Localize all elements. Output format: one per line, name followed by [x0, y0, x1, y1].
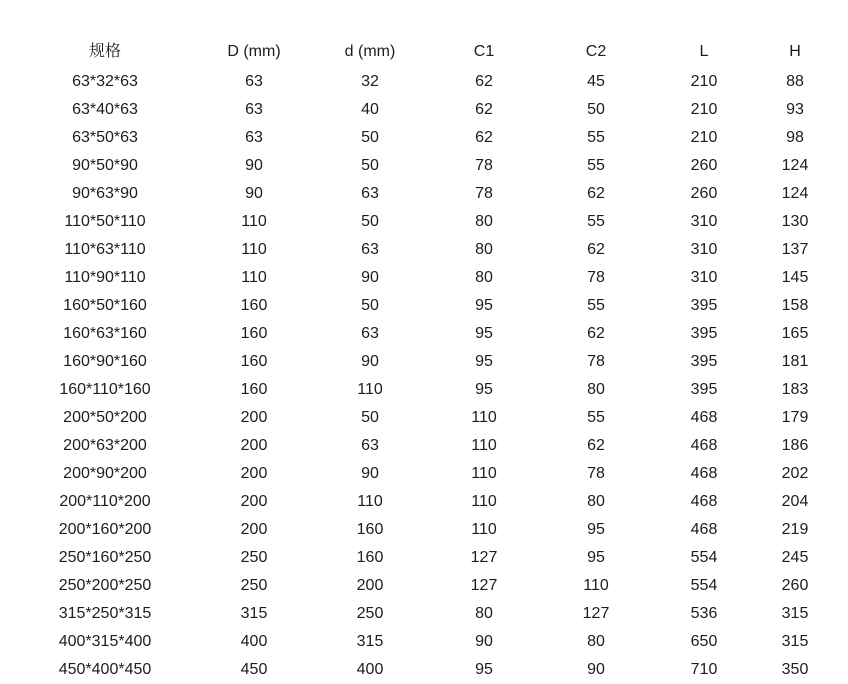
cell-d-lower: 90 — [361, 353, 379, 370]
table-row — [14, 404, 834, 432]
cell-h: 98 — [786, 129, 804, 146]
column-header-h: H — [789, 43, 801, 60]
cell-d-upper: 110 — [241, 269, 267, 286]
cell-d-upper: 450 — [240, 661, 268, 678]
cell-c1: 62 — [475, 101, 493, 118]
table-row — [14, 432, 834, 460]
cell-spec: 315*250*315 — [58, 605, 152, 622]
cell-l: 395 — [690, 381, 718, 398]
cell-c2: 55 — [587, 297, 605, 314]
cell-d-upper: 200 — [240, 493, 268, 510]
cell-d-upper: 200 — [240, 521, 268, 538]
cell-c1: 80 — [475, 605, 493, 622]
cell-d-upper: 63 — [245, 101, 263, 118]
cell-c1: 95 — [475, 353, 493, 370]
cell-l: 310 — [690, 241, 718, 258]
cell-h: 315 — [781, 633, 809, 650]
cell-spec: 63*40*63 — [72, 101, 138, 118]
cell-h: 179 — [781, 409, 809, 426]
cell-d-lower: 90 — [361, 465, 379, 482]
cell-spec: 63*50*63 — [72, 129, 138, 146]
cell-c2: 80 — [587, 381, 605, 398]
table-row — [14, 152, 834, 180]
cell-c2: 45 — [587, 73, 605, 90]
cell-d-lower: 40 — [361, 101, 379, 118]
cell-l: 468 — [690, 465, 718, 482]
cell-spec: 110*90*110 — [64, 269, 146, 286]
cell-h: 186 — [781, 437, 809, 454]
cell-c2: 80 — [587, 633, 605, 650]
cell-d-upper: 160 — [240, 325, 268, 342]
table-row — [14, 208, 834, 236]
cell-h: 93 — [786, 101, 804, 118]
cell-spec: 90*63*90 — [72, 185, 138, 202]
cell-h: 165 — [781, 325, 809, 342]
cell-c1: 78 — [475, 185, 493, 202]
cell-h: 202 — [781, 465, 809, 482]
column-header-c1: C1 — [473, 43, 495, 60]
cell-c1: 95 — [475, 661, 493, 678]
cell-h: 260 — [781, 577, 809, 594]
table-row — [14, 516, 834, 544]
cell-d-lower: 50 — [361, 129, 379, 146]
cell-d-lower: 110 — [357, 381, 383, 398]
cell-spec: 110*50*110 — [64, 213, 146, 230]
cell-c2: 55 — [587, 129, 605, 146]
table-row — [14, 544, 834, 572]
cell-d-upper: 160 — [240, 353, 268, 370]
cell-d-lower: 63 — [361, 437, 379, 454]
table-row — [14, 236, 834, 264]
cell-c2: 62 — [587, 325, 605, 342]
cell-d-upper: 90 — [245, 185, 263, 202]
cell-h: 158 — [781, 297, 809, 314]
table-row — [14, 320, 834, 348]
cell-d-lower: 250 — [356, 605, 384, 622]
cell-l: 468 — [690, 493, 718, 510]
cell-l: 468 — [690, 437, 718, 454]
cell-l: 395 — [690, 297, 718, 314]
cell-d-lower: 90 — [361, 269, 379, 286]
cell-spec: 160*50*160 — [63, 297, 147, 314]
cell-spec: 90*50*90 — [72, 157, 138, 174]
cell-c1: 110 — [471, 409, 497, 426]
cell-spec: 250*200*250 — [58, 577, 152, 594]
cell-c1: 95 — [475, 297, 493, 314]
cell-d-lower: 160 — [356, 521, 384, 538]
cell-l: 210 — [690, 129, 718, 146]
cell-spec: 110*63*110 — [64, 241, 146, 258]
cell-d-lower: 400 — [356, 661, 384, 678]
cell-c2: 62 — [587, 185, 605, 202]
specification-table — [14, 38, 834, 684]
cell-c1: 62 — [475, 129, 493, 146]
cell-spec: 160*63*160 — [63, 325, 147, 342]
cell-c2: 78 — [587, 465, 605, 482]
cell-c2: 55 — [587, 157, 605, 174]
cell-d-upper: 110 — [241, 213, 267, 230]
cell-d-upper: 250 — [240, 549, 268, 566]
cell-l: 650 — [690, 633, 718, 650]
cell-d-upper: 63 — [245, 129, 263, 146]
cell-c1: 80 — [475, 269, 493, 286]
table-header-row — [14, 38, 834, 68]
cell-h: 350 — [781, 661, 809, 678]
cell-h: 130 — [781, 213, 809, 230]
cell-l: 554 — [690, 577, 718, 594]
cell-c1: 110 — [471, 493, 497, 510]
cell-spec: 160*90*160 — [63, 353, 147, 370]
cell-c2: 90 — [587, 661, 605, 678]
cell-spec: 450*400*450 — [58, 661, 152, 678]
cell-d-lower: 110 — [357, 493, 383, 510]
cell-l: 210 — [690, 73, 718, 90]
column-header-c2: C2 — [585, 43, 607, 60]
cell-h: 245 — [781, 549, 809, 566]
cell-d-lower: 50 — [361, 297, 379, 314]
cell-spec: 250*160*250 — [58, 549, 152, 566]
cell-d-upper: 200 — [240, 465, 268, 482]
cell-c2: 110 — [583, 577, 609, 594]
table-row — [14, 656, 834, 684]
cell-d-lower: 63 — [361, 185, 379, 202]
cell-c1: 110 — [471, 465, 497, 482]
cell-spec: 200*160*200 — [58, 521, 152, 538]
cell-l: 395 — [690, 325, 718, 342]
cell-spec: 400*315*400 — [58, 633, 152, 650]
cell-c1: 80 — [475, 213, 493, 230]
cell-d-lower: 63 — [361, 241, 379, 258]
cell-l: 710 — [690, 661, 718, 678]
cell-c1: 78 — [475, 157, 493, 174]
cell-d-lower: 50 — [361, 213, 379, 230]
cell-h: 315 — [781, 605, 809, 622]
cell-c2: 80 — [587, 493, 605, 510]
cell-d-lower: 32 — [361, 73, 379, 90]
table-row — [14, 292, 834, 320]
cell-h: 88 — [786, 73, 804, 90]
cell-c2: 78 — [587, 353, 605, 370]
cell-c2: 95 — [587, 549, 605, 566]
cell-l: 468 — [690, 521, 718, 538]
cell-l: 554 — [690, 549, 718, 566]
cell-spec: 160*110*160 — [59, 381, 151, 398]
table-row — [14, 628, 834, 656]
cell-d-upper: 160 — [240, 297, 268, 314]
cell-h: 124 — [781, 157, 809, 174]
cell-h: 145 — [781, 269, 809, 286]
cell-l: 260 — [690, 157, 718, 174]
cell-h: 137 — [781, 241, 809, 258]
cell-spec: 200*63*200 — [63, 437, 147, 454]
cell-d-lower: 50 — [361, 157, 379, 174]
cell-c2: 78 — [587, 269, 605, 286]
table-row — [14, 460, 834, 488]
column-header-d-upper: D (mm) — [227, 43, 281, 60]
cell-spec: 200*110*200 — [59, 493, 151, 510]
table-row — [14, 376, 834, 404]
cell-c1: 95 — [475, 381, 493, 398]
cell-spec: 63*32*63 — [72, 73, 138, 90]
cell-c2: 127 — [582, 605, 610, 622]
cell-d-lower: 200 — [356, 577, 384, 594]
table-row — [14, 96, 834, 124]
cell-l: 468 — [690, 409, 718, 426]
table-row — [14, 68, 834, 96]
cell-h: 124 — [781, 185, 809, 202]
cell-h: 181 — [781, 353, 809, 370]
cell-spec: 200*90*200 — [63, 465, 147, 482]
table-body — [14, 68, 834, 684]
table-row — [14, 264, 834, 292]
column-header-spec: 规格 — [88, 43, 121, 60]
cell-l: 260 — [690, 185, 718, 202]
column-header-d-lower: d (mm) — [344, 43, 396, 60]
cell-l: 310 — [690, 213, 718, 230]
column-header-l: L — [699, 43, 709, 60]
cell-c1: 90 — [475, 633, 493, 650]
cell-l: 395 — [690, 353, 718, 370]
cell-d-lower: 50 — [361, 409, 379, 426]
cell-h: 204 — [781, 493, 809, 510]
cell-c1: 80 — [475, 241, 493, 258]
cell-c2: 62 — [587, 241, 605, 258]
cell-c2: 50 — [587, 101, 605, 118]
cell-d-upper: 250 — [240, 577, 268, 594]
cell-d-upper: 400 — [240, 633, 268, 650]
cell-d-upper: 200 — [240, 409, 268, 426]
cell-c1: 110 — [471, 521, 497, 538]
table-row — [14, 572, 834, 600]
cell-h: 183 — [781, 381, 809, 398]
cell-l: 536 — [690, 605, 718, 622]
table-row — [14, 124, 834, 152]
table-row — [14, 348, 834, 376]
table-row — [14, 180, 834, 208]
cell-d-upper: 90 — [245, 157, 263, 174]
cell-d-lower: 160 — [356, 549, 384, 566]
cell-d-upper: 160 — [240, 381, 268, 398]
cell-d-lower: 315 — [356, 633, 384, 650]
cell-d-upper: 63 — [245, 73, 263, 90]
cell-c1: 127 — [470, 549, 498, 566]
cell-c1: 110 — [471, 437, 497, 454]
cell-c2: 55 — [587, 409, 605, 426]
cell-c2: 95 — [587, 521, 605, 538]
cell-spec: 200*50*200 — [63, 409, 147, 426]
cell-c1: 127 — [470, 577, 498, 594]
cell-l: 310 — [690, 269, 718, 286]
cell-c2: 62 — [587, 437, 605, 454]
cell-d-upper: 110 — [241, 241, 267, 258]
cell-c1: 62 — [475, 73, 493, 90]
cell-c1: 95 — [475, 325, 493, 342]
table-row — [14, 488, 834, 516]
cell-l: 210 — [690, 101, 718, 118]
cell-h: 219 — [781, 521, 809, 538]
table-row — [14, 600, 834, 628]
cell-c2: 55 — [587, 213, 605, 230]
cell-d-lower: 63 — [361, 325, 379, 342]
cell-d-upper: 315 — [240, 605, 268, 622]
cell-d-upper: 200 — [240, 437, 268, 454]
